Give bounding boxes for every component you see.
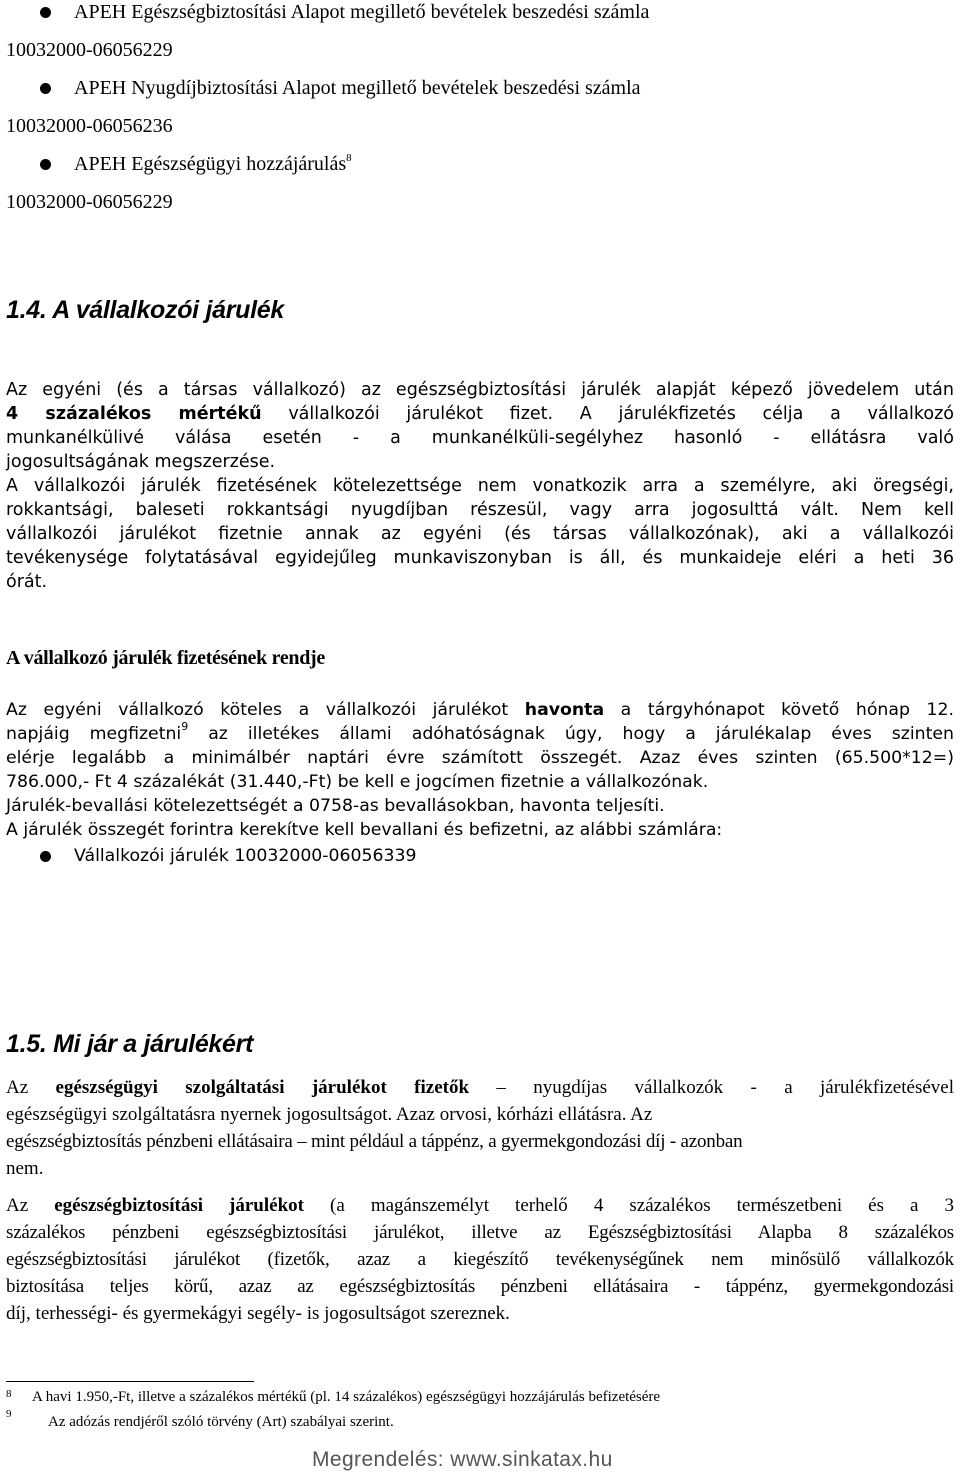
- text-span: Az: [6, 1195, 55, 1216]
- bullet-icon: [40, 7, 51, 18]
- text-span: az illetékes állami adóhatóságnak úgy, hogy a járulékalap éves szinten: [188, 724, 954, 744]
- text-line: Az egyéni (és a társas vállalkozó) az egészségbiztosítási járulék alapját képező jövedelem után: [6, 380, 954, 400]
- account-number: 10032000-06056229: [6, 39, 173, 61]
- bullet-icon: [40, 159, 51, 170]
- text-line: jogosultságának megszerzése.: [6, 452, 276, 472]
- bold-text: egészségügyi szolgáltatási járulékot fizetők: [55, 1077, 470, 1098]
- text-span: Az egyéni vállalkozó köteles a vállalkozói járulékot: [6, 700, 525, 720]
- footnote-mark: 9: [6, 1408, 12, 1420]
- text-line: százalékos pénzbeni egészségbiztosítási járulékot, illetve az Egészségbiztosítási Alapba 8 százalékos: [6, 1222, 954, 1243]
- account-number: 10032000-06056229: [6, 191, 173, 213]
- account-label: APEH Egészségbiztosítási Alapot megillető bevételek beszedési számla: [74, 1, 650, 23]
- bold-text: havonta: [524, 700, 605, 720]
- text-line: [6, 402, 954, 426]
- text-line: egészségbiztosítási járulékot (fizetők, azaz a kiegészítő tevékenységűnek nem minősülő vállalkozók: [6, 1249, 954, 1270]
- text-span: Az: [6, 1077, 56, 1098]
- text-line: munkanélkülivé válása esetén - a munkanélküli-segélyhez hasonló - ellátásra való: [6, 428, 954, 448]
- text-span: napjáig megfizetni: [6, 724, 182, 744]
- account-bullet-text: Vállalkozói járulék 10032000-06056339: [74, 846, 417, 866]
- account-number: 10032000-06056236: [6, 115, 173, 137]
- footnote-text: A havi 1.950,-Ft, illetve a százalékos mértékű (pl. 14 százalékos) egészségügyi hozzájárulás befizetésére: [32, 1389, 661, 1405]
- text-line: [6, 1074, 954, 1101]
- text-line: [6, 698, 954, 722]
- footnote-divider: [6, 1381, 254, 1382]
- text-line: A járulék összegét forintra kerekítve kell bevallani és befizetni, az alábbi számlára:: [6, 820, 723, 840]
- footer-link[interactable]: Megrendelés: www.sinkatax.hu: [312, 1448, 613, 1471]
- account-label-text: APEH Egészségügyi hozzájárulás: [74, 153, 347, 175]
- text-line: díj, terhességi- és gyermekágyi segély- is jogosultságot szereznek.: [6, 1303, 510, 1324]
- text-line: [6, 1192, 954, 1219]
- bold-text: egészségbiztosítási járulékot: [54, 1195, 304, 1216]
- text-line: [6, 722, 954, 746]
- footnote-text: Az adózás rendjéről szóló törvény (Art) szabályai szerint.: [48, 1414, 394, 1430]
- text-line: Járulék-bevallási kötelezettségét a 0758-as bevallásokban, havonta teljesíti.: [6, 796, 665, 816]
- text-line: egészségbiztosítás pénzbeni ellátásaira – mint például a táppénz, a gyermekgondozási díj - azonban: [6, 1131, 743, 1152]
- paragraph: [6, 1074, 954, 1182]
- footnote-mark: 8: [6, 1388, 12, 1400]
- account-label: [74, 152, 352, 176]
- text-line: egészségügyi szolgáltatásra nyernek jogosultságot. Azaz orvosi, kórházi ellátásra. Az: [6, 1104, 653, 1125]
- text-line: vállalkozói járulékot fizetnie annak az egyéni (és társas vállalkozónak), aki a vállalkozói: [6, 524, 954, 544]
- text-span: a tárgyhónapot követő hónap 12.: [604, 700, 954, 720]
- text-line: órát.: [6, 572, 48, 592]
- section-heading: 1.5. Mi jár a járulékért: [6, 1030, 254, 1058]
- text-line: elérje legalább a minimálbér naptári évre számított összegét. Azaz éves szinten (65.500*12=): [6, 748, 954, 768]
- paragraph: [6, 698, 954, 842]
- text-line: biztosítása teljes körű, azaz az egészségbiztosítás pénzbeni ellátásaira - táppénz, gyermekgondozási: [6, 1276, 954, 1297]
- text-line: rokkantsági, baleseti rokkantsági nyugdíjban részesül, vagy arra jogosulttá vált. Nem kell: [6, 500, 954, 520]
- text-line: 786.000,- Ft 4 százalékát (31.440,-Ft) be kell e jogcímen fizetnie a vállalkozónak.: [6, 772, 709, 792]
- account-label: APEH Nyugdíjbiztosítási Alapot megillető bevételek beszedési számla: [74, 77, 641, 99]
- footnote-ref: 8: [346, 152, 352, 164]
- subheading: A vállalkozó járulék fizetésének rendje: [6, 647, 325, 669]
- bullet-icon: [40, 83, 51, 94]
- text-span: (a magánszemélyt terhelő 4 százalékos természetbeni és a 3: [303, 1195, 955, 1216]
- paragraph: [6, 1192, 954, 1327]
- text-line: A vállalkozói járulék fizetésének kötelezettsége nem vonatkozik arra a személyre, aki öregségi,: [6, 476, 954, 496]
- footnote-ref: 9: [181, 720, 189, 733]
- text-span: – nyugdíjas vállalkozók - a járulékfizetésével: [469, 1077, 954, 1098]
- text-line: nem.: [6, 1158, 44, 1179]
- paragraph: [6, 378, 954, 594]
- text-line: tevékenysége folytatásával egyidejűleg munkaviszonyban is áll, és munkaideje eléri a heti 36: [6, 548, 954, 568]
- text-span: vállalkozói járulékot fizet. A járulékfizetés célja a vállalkozó: [261, 404, 955, 424]
- section-heading: 1.4. A vállalkozói járulék: [6, 296, 284, 324]
- bullet-icon: [40, 851, 51, 862]
- bold-text: 4 százalékos mértékű: [6, 404, 262, 424]
